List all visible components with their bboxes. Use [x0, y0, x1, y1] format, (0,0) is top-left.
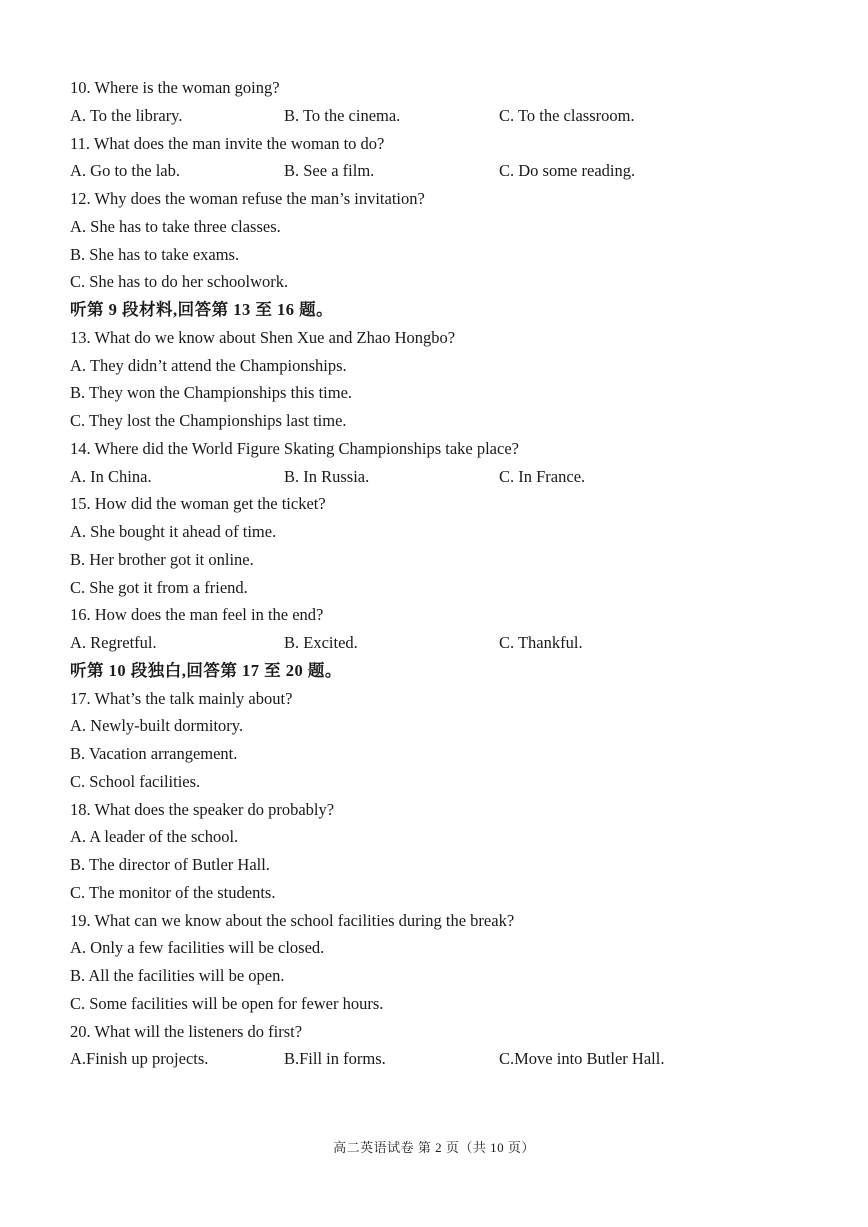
page-footer: 高二英语试卷 第 2 页（共 10 页）	[333, 1140, 535, 1155]
section-heading: 听第 10 段独白,回答第 17 至 20 题。	[70, 660, 342, 680]
option-line: A. Newly-built dormitory.	[70, 716, 244, 736]
option-line: B. She has to take exams.	[70, 244, 240, 264]
question-text: 10. Where is the woman going?	[70, 78, 280, 97]
option-line: B. Her brother got it online.	[70, 549, 254, 569]
option-c: C. Thankful.	[499, 633, 583, 652]
option-c: C.Move into Butler Hall.	[499, 1049, 665, 1069]
question-text: 15. How did the woman get the ticket?	[70, 494, 326, 514]
option-a: A. Go to the lab.	[70, 161, 180, 181]
option-line: A. She bought it ahead of time.	[70, 522, 277, 541]
option-a: A. In China.	[70, 466, 152, 486]
section-heading: 听第 9 段材料,回答第 13 至 16 题。	[70, 300, 334, 319]
option-line: C. She got it from a friend.	[70, 577, 248, 597]
option-b: B. See a film.	[284, 161, 375, 181]
question-text: 17. What’s the talk mainly about?	[70, 688, 293, 708]
option-b: B. To the cinema.	[284, 105, 401, 125]
option-line: B. All the facilities will be open.	[70, 966, 285, 985]
question-text: 14. Where did the World Figure Skating Championships take place?	[70, 438, 519, 458]
option-c: C. To the classroom.	[499, 105, 635, 125]
option-a: A. Regretful.	[70, 633, 157, 652]
option-a: A.Finish up projects.	[70, 1049, 209, 1069]
option-line: A. A leader of the school.	[70, 827, 239, 847]
question-text: 20. What will the listeners do first?	[70, 1021, 303, 1041]
option-b: B. In Russia.	[284, 466, 370, 486]
option-a: A. To the library.	[70, 105, 183, 125]
option-c: C. Do some reading.	[499, 161, 636, 181]
option-line: A. Only a few facilities will be closed.	[70, 938, 325, 958]
option-line: C. She has to do her schoolwork.	[70, 272, 289, 292]
question-text: 19. What can we know about the school facilities during the break?	[70, 910, 515, 930]
options-row	[70, 102, 830, 130]
options-row	[70, 629, 830, 657]
option-line: A. They didn’t attend the Championships.	[70, 355, 347, 375]
question-text: 18. What does the speaker do probably?	[70, 799, 335, 819]
option-c: C. In France.	[499, 466, 586, 486]
question-text: 11. What does the man invite the woman to do?	[70, 133, 385, 153]
question-text: 16. How does the man feel in the end?	[70, 605, 324, 625]
exam-content	[70, 74, 830, 1073]
options-row	[70, 1045, 830, 1073]
options-row	[70, 157, 830, 185]
option-line: B. The director of Butler Hall.	[70, 855, 270, 874]
option-line: B. Vacation arrangement.	[70, 744, 238, 763]
question-text: 12. Why does the woman refuse the man’s invitation?	[70, 189, 425, 208]
options-row	[70, 463, 830, 491]
option-line: C. They lost the Championships last time.	[70, 411, 347, 430]
option-line: C. Some facilities will be open for fewer hours.	[70, 993, 384, 1013]
option-line: B. They won the Championships this time.	[70, 383, 353, 403]
question-text: 13. What do we know about Shen Xue and Zhao Hongbo?	[70, 327, 456, 347]
option-b: B. Excited.	[284, 633, 358, 652]
option-line: C. The monitor of the students.	[70, 882, 276, 902]
option-line: A. She has to take three classes.	[70, 216, 281, 236]
option-b: B.Fill in forms.	[284, 1049, 386, 1069]
option-line: C. School facilities.	[70, 771, 201, 791]
